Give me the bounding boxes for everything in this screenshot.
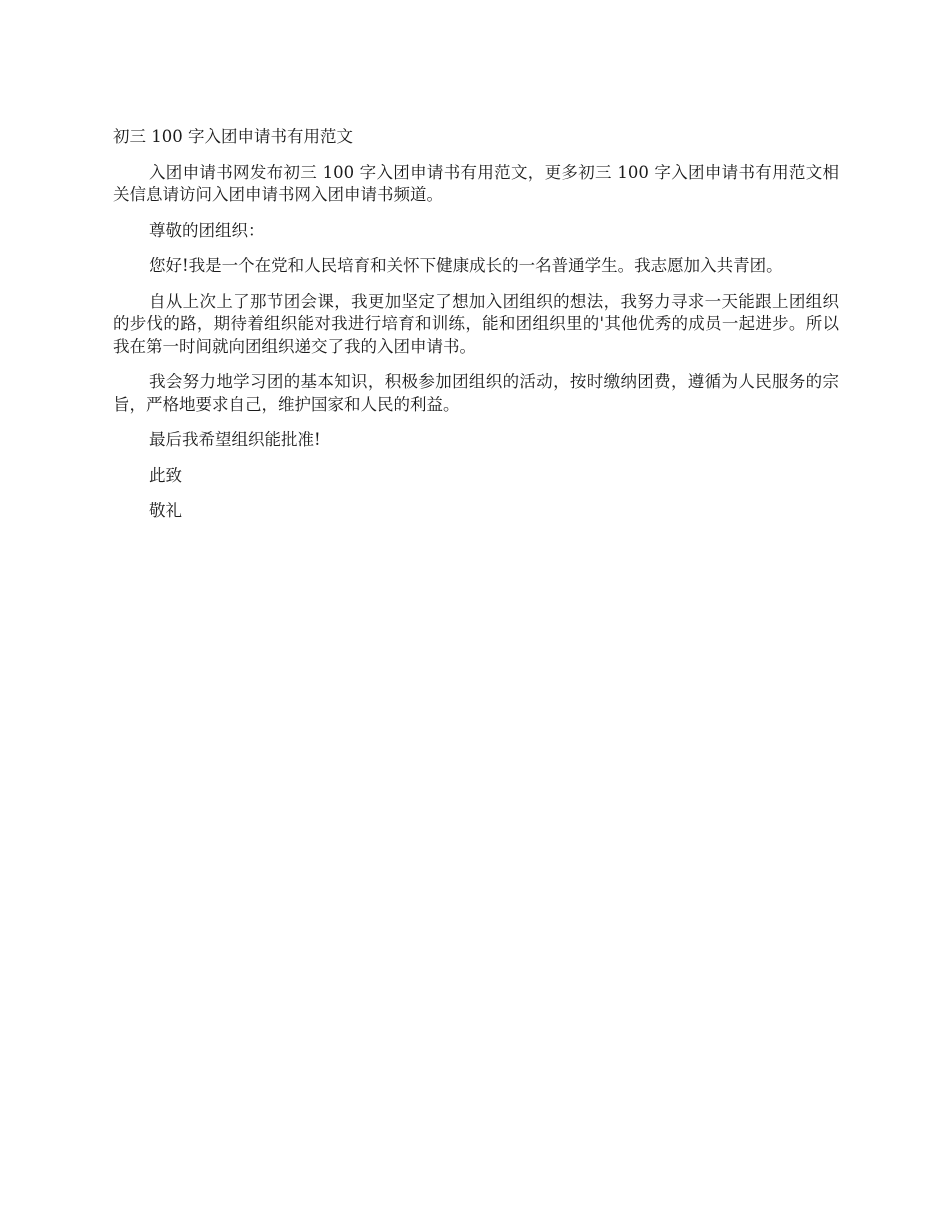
commitment-paragraph: 我会努力地学习团的基本知识，积极参加团组织的活动，按时缴纳团费，遵循为人民服务的宗旨，严格地要求自己，维护国家和人民的利益。 bbox=[113, 372, 839, 414]
closing-phrase: 此致 bbox=[149, 465, 182, 485]
closing-regards: 敬礼 bbox=[149, 501, 182, 520]
request-paragraph: 最后我希望组织能批准! bbox=[149, 430, 321, 449]
motivation-paragraph: 自从上次上了那节团会课，我更加坚定了想加入团组织的想法，我努力寻求一天能跟上团组织的步伐的路，期待着组织能对我进行培育和训练，能和团组织里的'其他优秀的成员一起进步。所以我在第一时间就向团组织递交了我的入团申请书。 bbox=[113, 291, 839, 356]
document-body bbox=[113, 126, 839, 536]
document-title: 初三 100 字入团申请书有用范文 bbox=[113, 127, 353, 146]
greeting-paragraph: 您好!我是一个在党和人民培育和关怀下健康成长的一名普通学生。我志愿加入共青团。 bbox=[149, 256, 783, 275]
intro-paragraph: 入团申请书网发布初三 100 字入团申请书有用范文，更多初三 100 字入团申请书有用范文相关信息请访问入团申请书网入团申请书频道。 bbox=[113, 162, 839, 204]
salutation: 尊敬的团组织： bbox=[149, 220, 265, 240]
